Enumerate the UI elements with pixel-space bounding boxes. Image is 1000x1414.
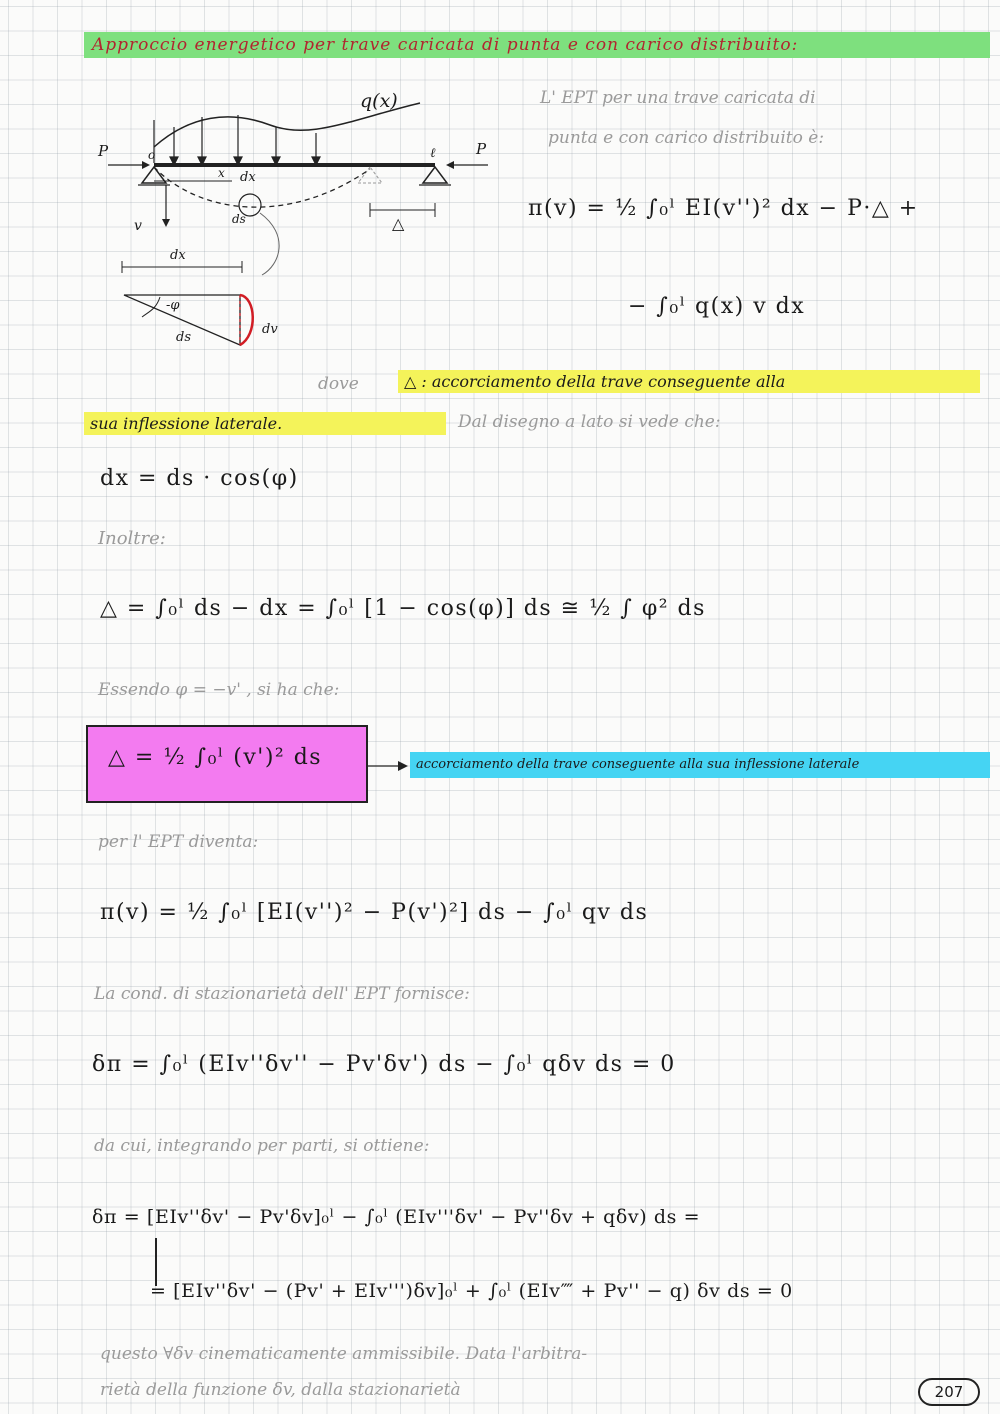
eq-ept-2: − ∫₀ˡ q(x) v dx	[628, 294, 806, 319]
integration-intro: da cui, integrando per parti, si ottiene:	[94, 1136, 430, 1156]
page-number: 207	[918, 1378, 980, 1406]
intro-line-2: punta e con carico distribuito è:	[548, 128, 825, 148]
continuation-line	[155, 1238, 157, 1286]
deflected-shape	[154, 167, 370, 207]
v-label: v	[134, 218, 142, 234]
right-support	[423, 167, 447, 183]
eq-dx: dx = ds · cos(φ)	[100, 466, 299, 491]
ds-label: ds	[232, 212, 246, 226]
eq-ept-full: π(v) = ½ ∫₀ˡ [EI(v'')² − P(v')²] ds − ∫₀ˡ qv ds	[100, 900, 649, 925]
load-label: q(x)	[360, 90, 398, 112]
eq-parts-2: = [EIv''δv' − (Pv' + EIv''')δv]₀ˡ + ∫₀ˡ (EIv⁗ + Pv'' − q) δv ds = 0	[150, 1280, 793, 1302]
per-ept-line: per l' EPT diventa:	[98, 832, 259, 852]
eq-boxed: △ = ½ ∫₀ˡ (v')² ds	[108, 745, 323, 770]
intro-line-1: L' EPT per una trave caricata di	[540, 88, 816, 108]
dove-highlight-2: sua inflessione laterale.	[84, 412, 446, 435]
dove-prefix: dove	[318, 374, 359, 394]
detail-ds-label: ds	[176, 330, 191, 345]
bottom-line-2: rietà della funzione δv, dalla stazionarietà	[100, 1380, 461, 1400]
dove-highlight: △ : accorciamento della trave conseguente alla	[398, 370, 980, 393]
x-label: x	[218, 166, 225, 180]
eq-variation: δπ = ∫₀ˡ (EIv''δv'' − Pv'δv') ds − ∫₀ˡ qδv ds = 0	[92, 1052, 676, 1077]
detail-phi-label: -φ	[166, 298, 180, 313]
dx-label: dx	[240, 170, 256, 185]
dove-suffix: Dal disegno a lato si vede che:	[458, 412, 721, 432]
point-o-label: o	[148, 148, 156, 162]
eq-parts-1: δπ = [EIv''δv' − Pv'δv]₀ˡ − ∫₀ˡ (EIv'''δv' − Pv''δv + qδv) ds =	[92, 1206, 701, 1228]
detail-dv-label: dv	[262, 322, 278, 337]
beam-figure	[90, 85, 510, 365]
bottom-line-1: questo ∀δv cinematicamente ammissibile. Data l'arbitra-	[100, 1344, 588, 1364]
essendo-line: Essendo φ = −v' , si ha che:	[98, 680, 340, 700]
boxed-result	[86, 725, 368, 803]
force-right-label: P	[476, 140, 487, 158]
boxed-note: accorciamento della trave conseguente alla sua inflessione laterale	[410, 752, 990, 778]
point-l-label: ℓ	[430, 146, 436, 161]
detail-dx-label: dx	[170, 248, 186, 263]
inoltre-label: Inoltre:	[98, 528, 166, 549]
page-title: Approccio energetico per trave caricata di punta e con carico distribuito:	[84, 32, 990, 58]
stationarity-intro: La cond. di stazionarietà dell' EPT fornisce:	[94, 984, 470, 1004]
force-left-label: P	[98, 142, 109, 160]
arrow-icon	[368, 758, 408, 774]
eq-ept-1: π(v) = ½ ∫₀ˡ EI(v'')² dx − P·△ +	[528, 196, 919, 221]
eq-delta: △ = ∫₀ˡ ds − dx = ∫₀ˡ [1 − cos(φ)] ds ≅ ½ ∫ φ² ds	[100, 596, 706, 621]
delta-label: △	[392, 214, 405, 233]
